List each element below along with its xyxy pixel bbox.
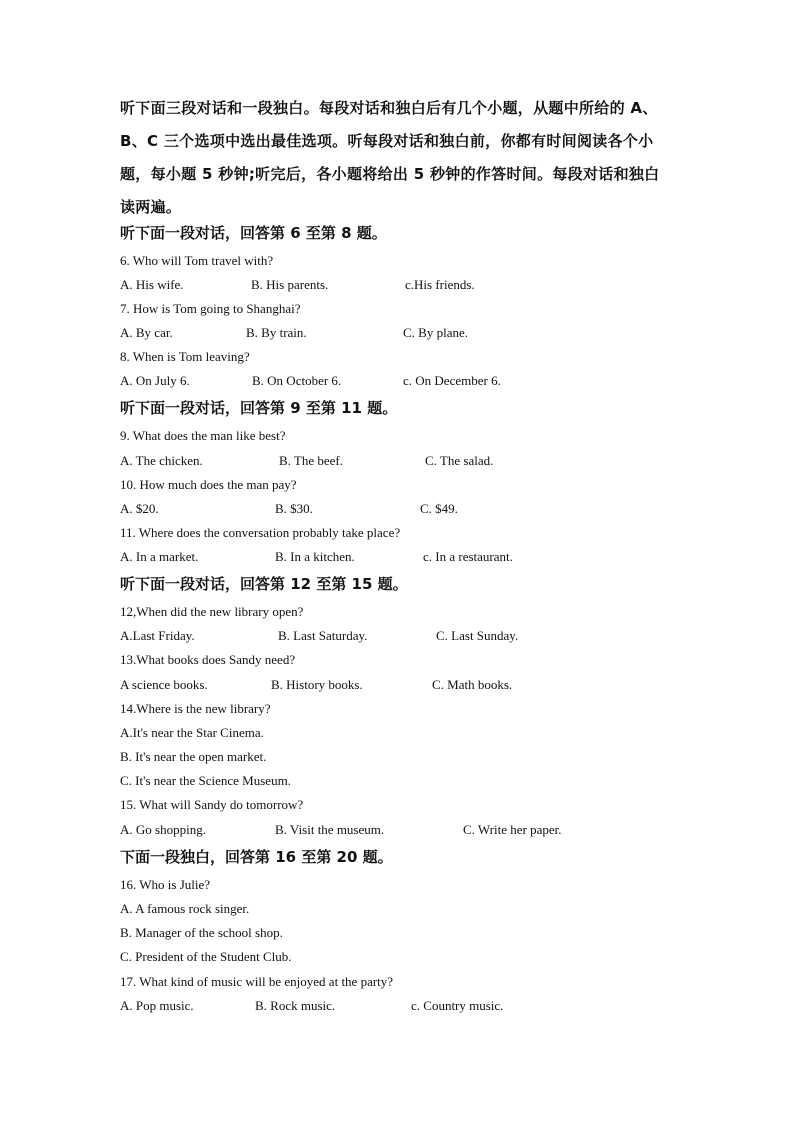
question-text: 7. How is Tom going to Shanghai? (120, 301, 301, 316)
section-heading: 听下面一段对话，回答第 9 至第 11 题。 (120, 399, 398, 417)
option-c: c. In a restaurant. (423, 549, 513, 564)
option-b: B. Visit the museum. (275, 822, 385, 837)
option-c: C. The salad. (425, 453, 494, 468)
answer-options (120, 372, 680, 390)
answer-options (120, 452, 680, 470)
option-a: A. By car. (120, 325, 173, 340)
instruction-line: 读两遍。 (120, 198, 182, 216)
section-heading: 听下面一段对话，回答第 6 至第 8 题。 (120, 224, 387, 242)
answer-options (120, 276, 680, 294)
answer-options (120, 500, 680, 518)
question-text: 17. What kind of music will be enjoyed at the party? (120, 974, 394, 989)
option-a: A. Go shopping. (120, 822, 206, 837)
question-text: 12,When did the new library open? (120, 604, 304, 619)
option-c: C. $49. (420, 501, 458, 516)
option-a: A. A famous rock singer. (120, 901, 250, 916)
question-text: 13.What books does Sandy need? (120, 652, 296, 667)
option-b: B. Last Saturday. (278, 628, 368, 643)
answer-options (120, 548, 680, 566)
option-b: B. The beef. (279, 453, 344, 468)
option-b: B. Manager of the school shop. (120, 925, 283, 940)
answer-options (120, 821, 680, 839)
option-a: A.Last Friday. (120, 628, 195, 643)
instruction-line: 听下面三段对话和一段独白。每段对话和独白后有几个小题，从题中所给的 A、 (120, 99, 658, 117)
question-text: 9. What does the man like best? (120, 428, 286, 443)
instruction-line: B、C 三个选项中选出最佳选项。听每段对话和独白前，你都有时间阅读各个小 (120, 132, 654, 150)
question-text: 6. Who will Tom travel with? (120, 253, 274, 268)
section-heading: 听下面一段对话，回答第 12 至第 15 题。 (120, 575, 408, 593)
option-a: A. $20. (120, 501, 159, 516)
option-a: A. His wife. (120, 277, 184, 292)
option-b: B. His parents. (251, 277, 329, 292)
option-b: B. On October 6. (252, 373, 342, 388)
question-text: 10. How much does the man pay? (120, 477, 297, 492)
option-c: C. President of the Student Club. (120, 949, 292, 964)
option-a: A.It's near the Star Cinema. (120, 725, 264, 740)
instruction-line: 题，每小题 5 秒钟;听完后，各小题将给出 5 秒钟的作答时间。每段对话和独白 (120, 165, 660, 183)
option-b: B. By train. (246, 325, 307, 340)
option-a: A. On July 6. (120, 373, 190, 388)
answer-options (120, 676, 680, 694)
option-b: B. Rock music. (255, 998, 336, 1013)
option-c: C. Write her paper. (463, 822, 562, 837)
option-c: C. Last Sunday. (436, 628, 519, 643)
option-b: B. In a kitchen. (275, 549, 355, 564)
option-c: c. Country music. (411, 998, 504, 1013)
option-c: C. By plane. (403, 325, 468, 340)
option-b: B. It's near the open market. (120, 749, 267, 764)
answer-options (120, 324, 680, 342)
answer-options (120, 997, 680, 1015)
option-c: C. Math books. (432, 677, 513, 692)
section-heading: 下面一段独白，回答第 16 至第 20 题。 (120, 848, 393, 866)
option-c: c.His friends. (405, 277, 475, 292)
option-b: B. History books. (271, 677, 363, 692)
option-a: A. Pop music. (120, 998, 194, 1013)
option-a: A. In a market. (120, 549, 199, 564)
question-text: 14.Where is the new library? (120, 701, 271, 716)
option-a: A. The chicken. (120, 453, 203, 468)
listening-instructions (120, 92, 680, 224)
answer-options (120, 627, 680, 645)
option-c: c. On December 6. (403, 373, 501, 388)
option-c: C. It's near the Science Museum. (120, 773, 291, 788)
question-text: 8. When is Tom leaving? (120, 349, 250, 364)
option-a: A science books. (120, 677, 208, 692)
question-text: 11. Where does the conversation probably take place? (120, 525, 401, 540)
question-text: 16. Who is Julie? (120, 877, 211, 892)
question-text: 15. What will Sandy do tomorrow? (120, 797, 304, 812)
option-b: B. $30. (275, 501, 313, 516)
